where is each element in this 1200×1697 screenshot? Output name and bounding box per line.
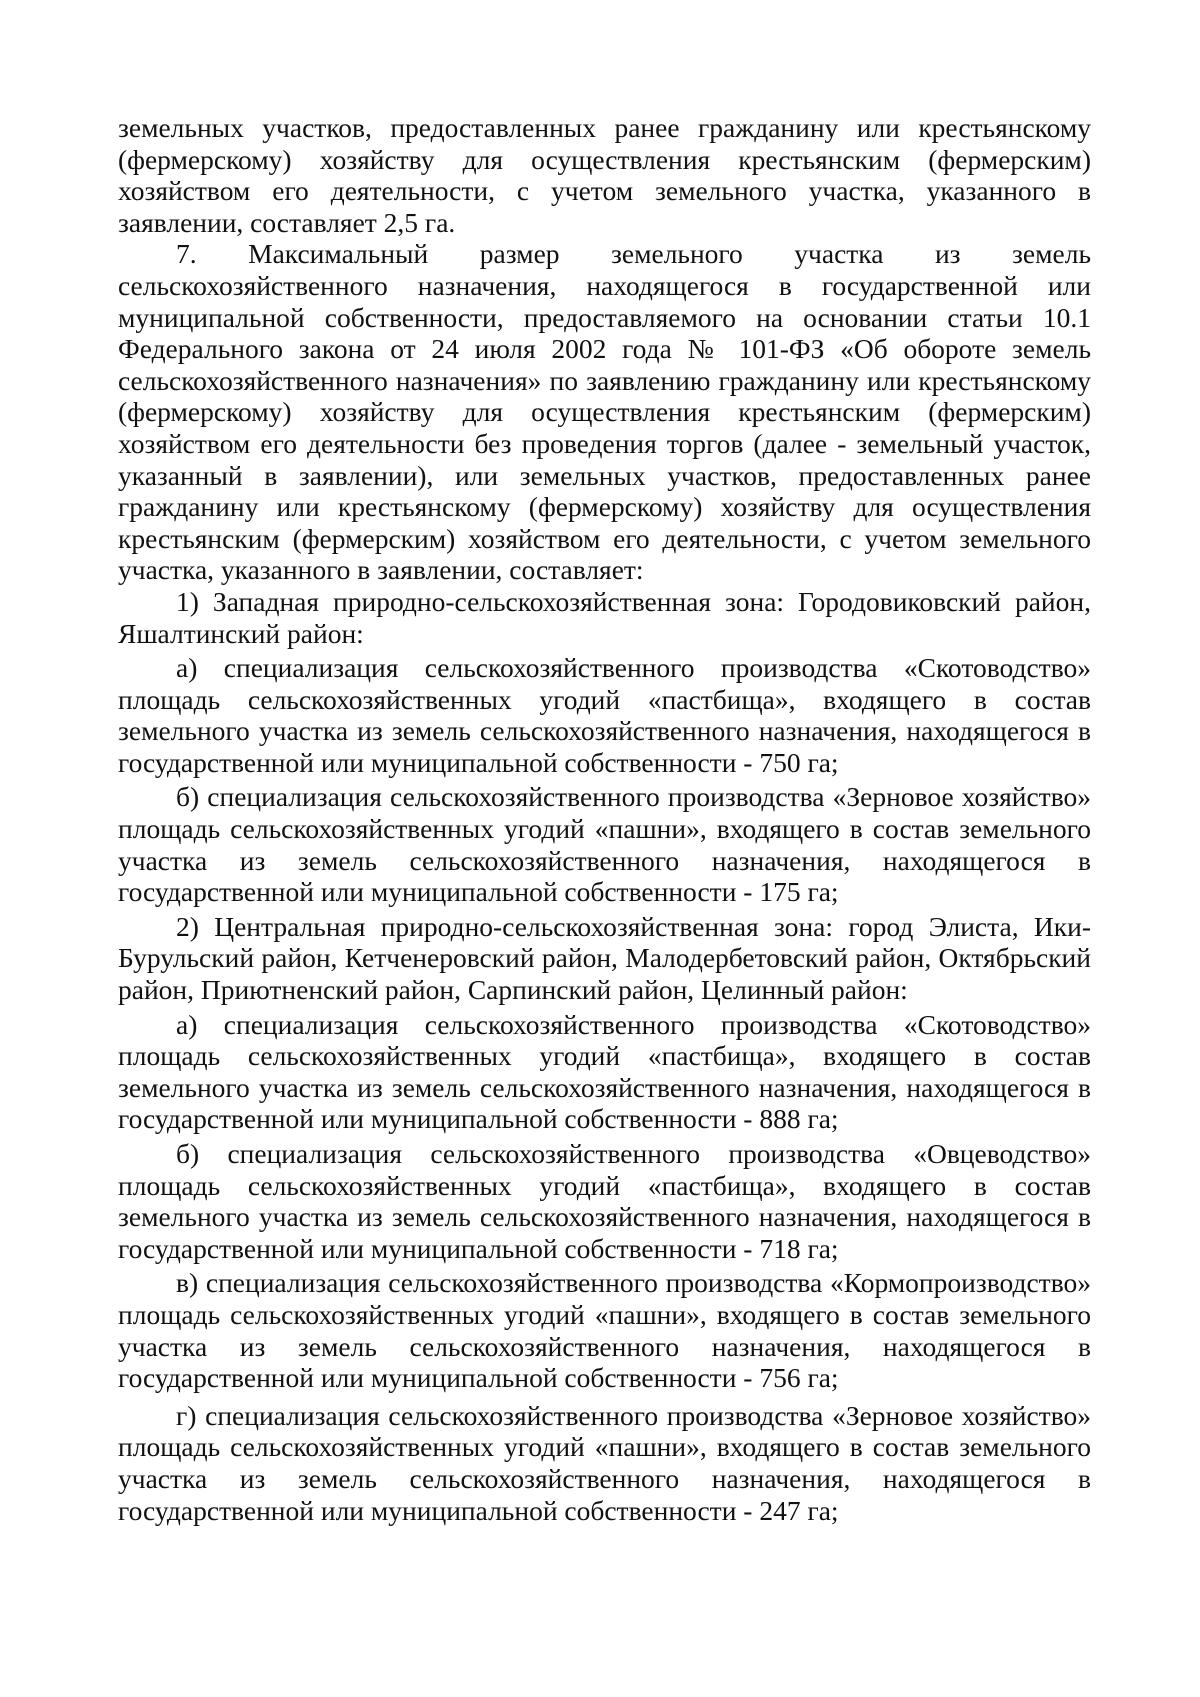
paragraph-zone-central: 2) Центральная природно-сельскохозяйственная зона: город Элиста, Ики-Бурульский район, Кетченеровский район, Малодербетовский район, Октябрьский район, Приютненский район, Сарпинский район, Целинный район: [118,910,1091,1006]
paragraph-central-b: б) специализация сельскохозяйственного производства «Овцеводство» площадь сельскохозяйственных угодий «пастбища», входящего в состав земельного участка из земель сельскохозяйственного назначения, находящегося в государственной или муниципальной собственности - 718 га; [118,1138,1091,1264]
paragraph-continuation: земельных участков, предоставленных ранее гражданину или крестьянскому (фермерскому) хозяйству для осуществления крестьянским (фермерским) хозяйством его деятельности, с учетом земельного участка, указанного в заявлении, составляет 2,5 га. [118,112,1091,238]
paragraph-zone-west: 1) Западная природно-сельскохозяйственная зона: Городовиковский район, Яшалтинский район: [118,585,1091,649]
document-body [118,112,1091,1526]
paragraph-central-a: а) специализация сельскохозяйственного производства «Скотоводство» площадь сельскохозяйственных угодий «пастбища», входящего в состав земельного участка из земель сельскохозяйственного назначения, находящегося в государственной или муниципальной собственности - 888 га; [118,1008,1091,1135]
paragraph-west-b: б) специализация сельскохозяйственного производства «Зерновое хозяйство» площадь сельскохозяйственных угодий «пашни», входящего в состав земельного участка из земель сельскохозяйственного назначения, находящегося в государственной или муниципальной собственности - 175 га; [118,781,1091,908]
paragraph-central-v: в) специализация сельскохозяйственного производства «Кормопроизводство» площадь сельскохозяйственных угодий «пашни», входящего в состав земельного участка из земель сельскохозяйственного назначения, находящегося в государственной или муниципальной собственности - 756 га; [118,1267,1091,1394]
paragraph-central-g: г) специализация сельскохозяйственного производства «Зерновое хозяйство» площадь сельскохозяйственных угодий «пашни», входящего в состав земельного участка из земель сельскохозяйственного назначения, находящегося в государственной или муниципальной собственности - 247 га; [118,1399,1091,1526]
paragraph-item-7: 7. Максимальный размер земельного участка из земель сельскохозяйственного назначения, находящегося в государственной или муниципальной собственности, предоставляемого на основании статьи 10.1 Федерального закона от 24 июля 2002 года № 101-ФЗ «Об обороте земель сельскохозяйственного назначения» по заявлению гражданину или крестьянскому (фермерскому) хозяйству для осуществления крестьянским (фермерским) хозяйством его деятельности без проведения торгов (далее - земельный участок, указанный в заявлении), или земельных участков, предоставленных ранее гражданину или крестьянскому (фермерскому) хозяйству для осуществления крестьянским (фермерским) хозяйством его деятельности, с учетом земельного участка, указанного в заявлении, составляет: [118,238,1091,586]
paragraph-west-a: а) специализация сельскохозяйственного производства «Скотоводство» площадь сельскохозяйственных угодий «пастбища», входящего в состав земельного участка из земель сельскохозяйственного назначения, находящегося в государственной или муниципальной собственности - 750 га; [118,652,1091,778]
